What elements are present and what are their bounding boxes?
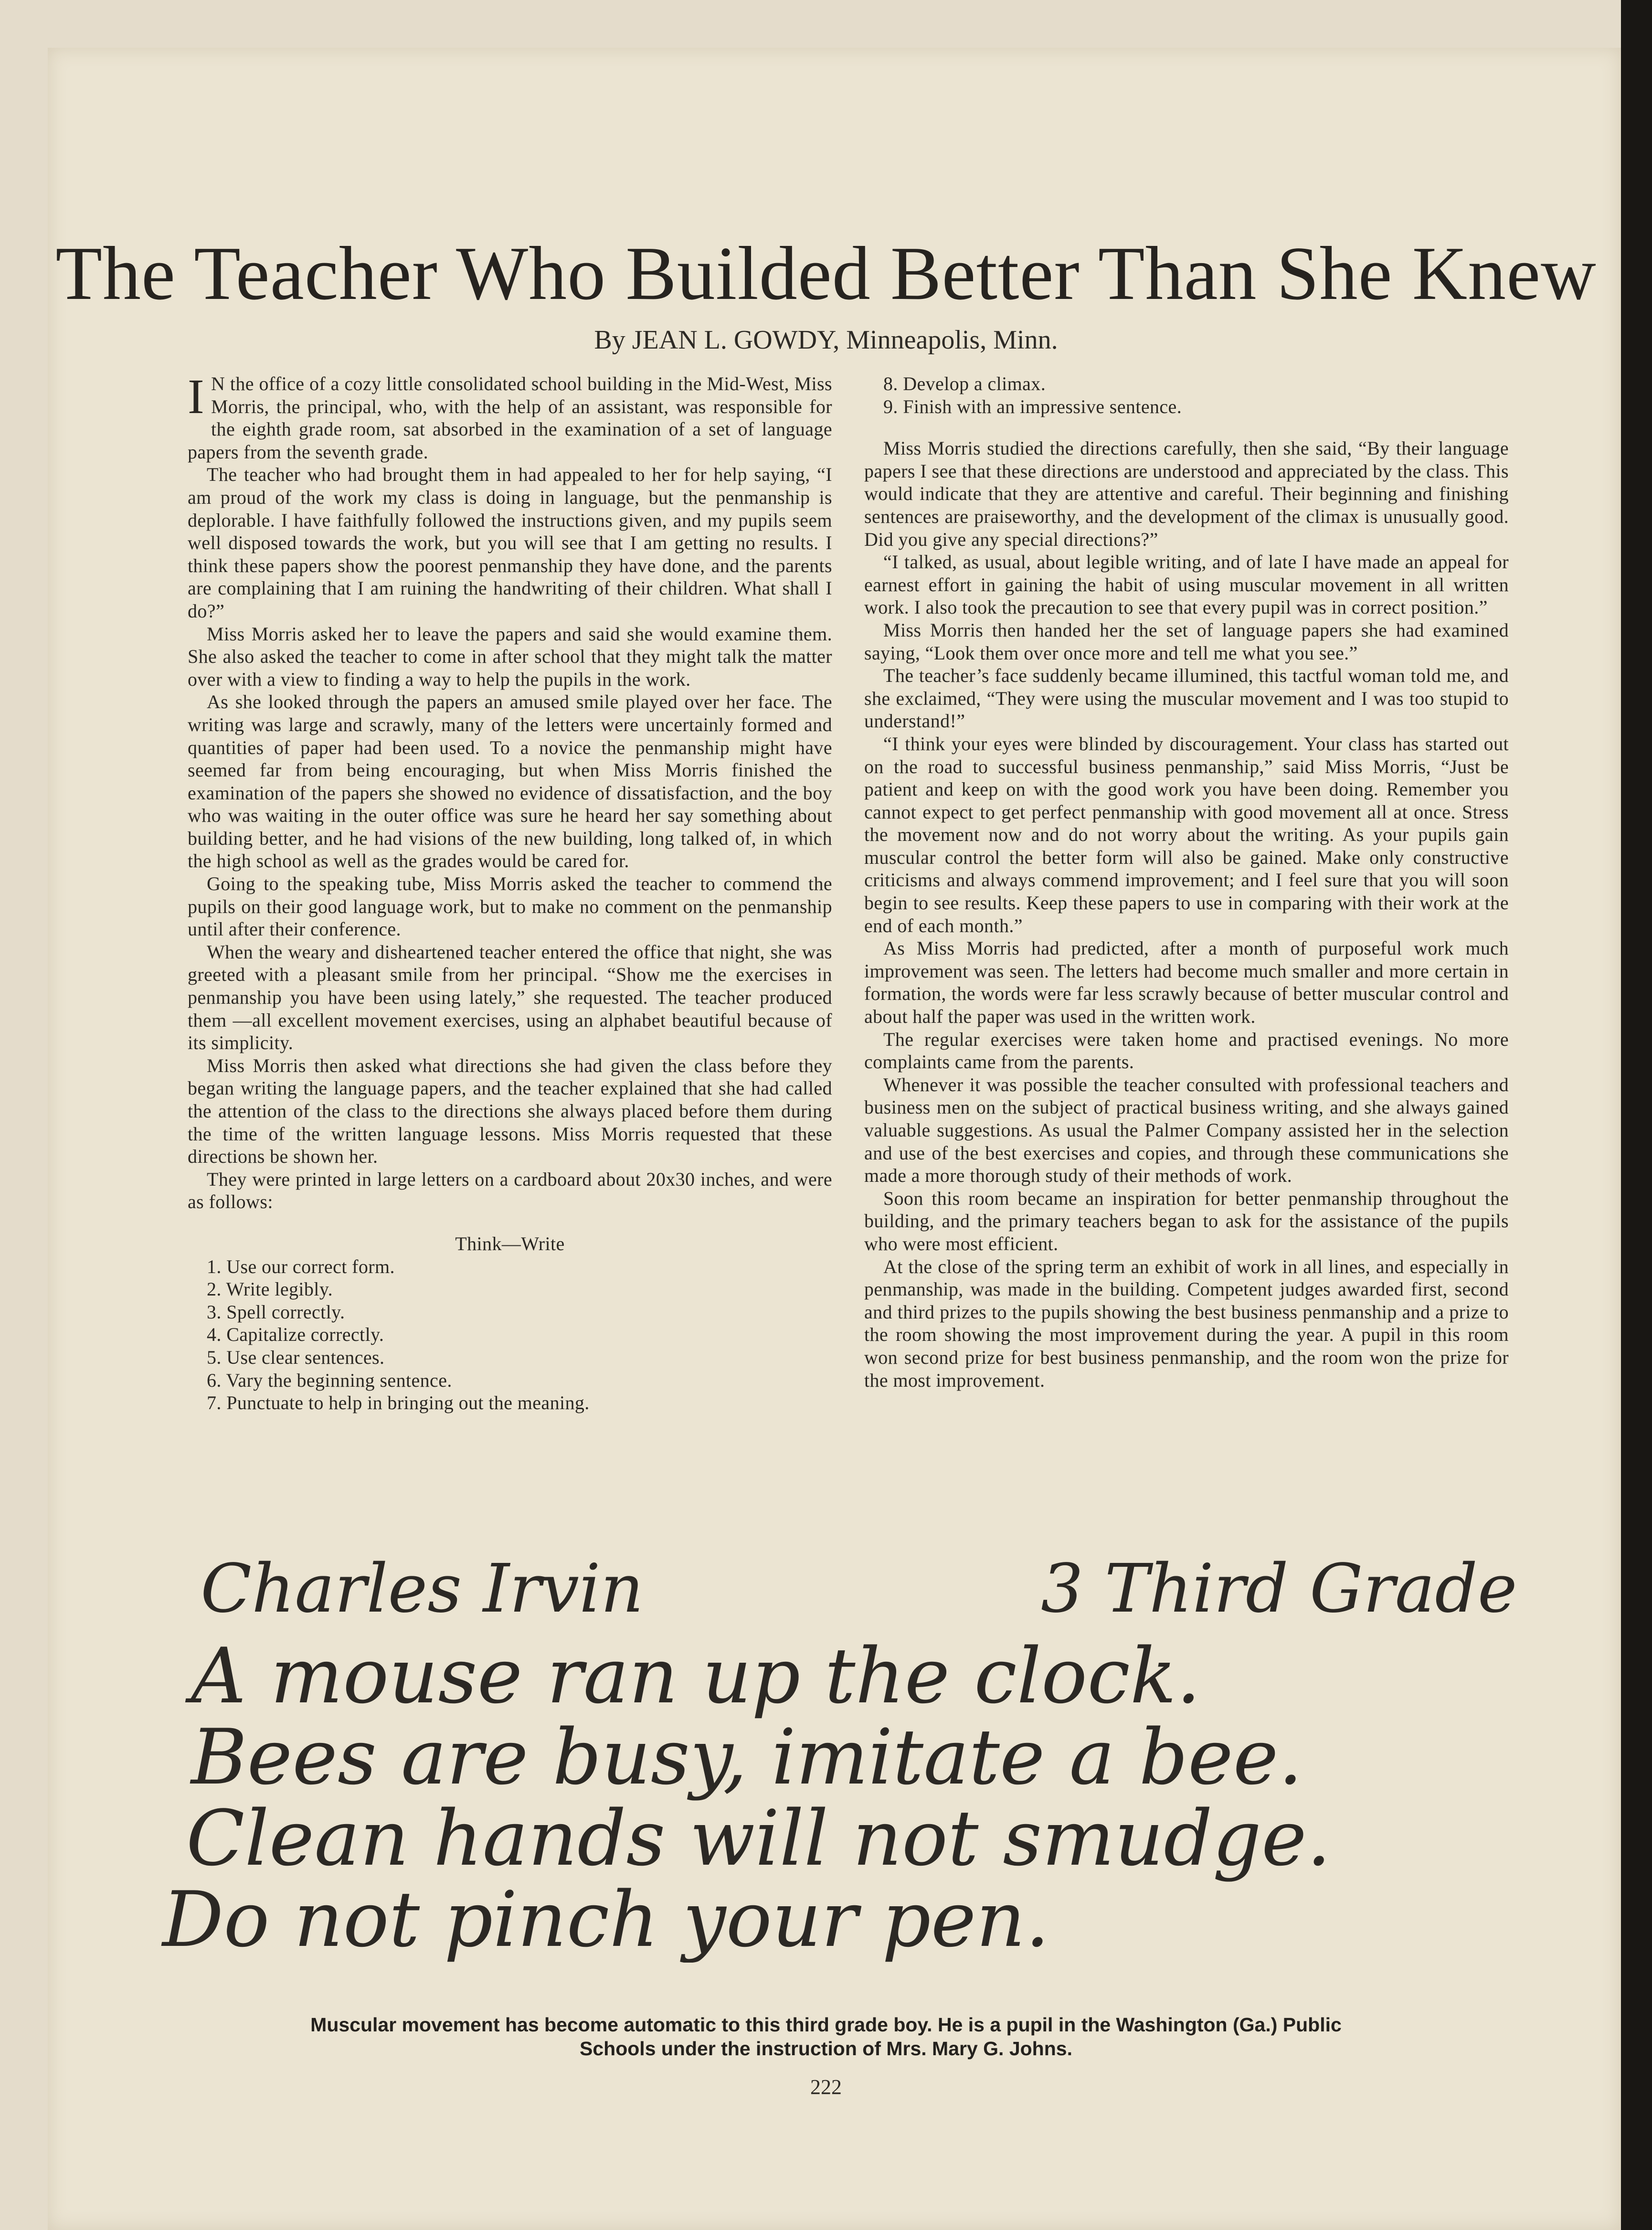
paragraph: When the weary and disheartened teacher entered the office that night, she was greeted with a pleasant smile from her principal. “Show me the exercises in penmanship you have been using lately,” she requested. The teacher produced them —all excellent movement exercises, using an alphabet beautiful because of its simplicity. — [188, 941, 832, 1054]
handwriting-sample — [134, 1547, 1557, 1963]
photo-caption — [181, 2013, 1471, 2060]
handwriting-line: Clean hands will not smudge. — [186, 1794, 1331, 1883]
paragraph: Going to the speaking tube, Miss Morris asked the teacher to commend the pupils on their good language work, but to make no comment on the penmanship until after their conference. — [188, 873, 832, 940]
handwriting-line: A mouse ran up the clock. — [191, 1631, 1201, 1720]
paragraph — [188, 369, 832, 463]
directions-list-continued — [864, 372, 1509, 418]
drop-cap: I — [188, 369, 205, 424]
paragraph: Miss Morris studied the directions carefully, then she said, “By their language papers I see that these directions are understood and appreciated by the class. This would indicate that they are attentive and careful. Their beginning and finishing sentences are praiseworthy, and the development of the climax is unusually good. Did you give any special directions?” — [864, 437, 1509, 550]
handwriting-grade: 3 Third Grade — [1041, 1550, 1517, 1628]
paragraph: Soon this room became an inspiration for better penmanship throughout the building, and the primary teachers began to ask for the assistance of the pupils who were most efficient. — [864, 1187, 1509, 1254]
right-column — [864, 372, 1509, 1391]
list-item: 3. Spell correctly. — [207, 1301, 345, 1323]
handwriting-line: Do not pinch your pen. — [162, 1875, 1050, 1963]
paragraph-text: N the office of a cozy little consolidated school building in the Mid-West, Miss Morris, the principal, who, with the help of an assistant, was responsible for the eighth grade room, sat absorbed in the examination of a set of language papers from the seventh grade. — [188, 373, 832, 463]
left-column — [188, 369, 832, 1414]
page-number: 222 — [810, 2075, 842, 2099]
caption-line: Schools under the instruction of Mrs. Mary G. Johns. — [580, 2038, 1072, 2060]
handwriting-line: Bees are busy, imitate a bee. — [191, 1712, 1303, 1802]
paragraph: The teacher’s face suddenly became illumined, this tactful woman told me, and she exclaimed, “They were using the muscular movement and I was too stupid to understand!” — [864, 665, 1509, 732]
paragraph: As she looked through the papers an amused smile played over her face. The writing was large and scrawly, many of the letters were uncertainly formed and quantities of paper had been used. To a novice the penmanship might have seemed far from being encouraging, but when Miss Morris finished the examination of the papers she showed no evidence of dissatisfaction, and the boy who was waiting in the outer office was sure he heard her say something about building better, and he had visions of the new building, long talked of, in which the high school as well as the grades would be cared for. — [188, 691, 832, 872]
list-item: 6. Vary the beginning sentence. — [207, 1369, 452, 1391]
paragraph: As Miss Morris had predicted, after a month of purposeful work much improvement was seen. The letters had become much smaller and more certain in formation, the words were far less scrawly because of better muscular control and about half the paper was used in the written work. — [864, 937, 1509, 1028]
list-item: 5. Use clear sentences. — [207, 1346, 385, 1368]
paragraph: They were printed in large letters on a cardboard about 20x30 inches, and were as follows: — [188, 1168, 832, 1213]
handwriting-name: Charles Irvin — [201, 1550, 644, 1628]
paragraph: Whenever it was possible the teacher consulted with professional teachers and business men on the subject of practical business writing, and she always gained valuable suggestions. As usual the Palmer Company assisted her in the selection and use of the best exercises and copies, and through these communications she made a more thorough study of their methods of work. — [864, 1073, 1509, 1187]
caption-line: Muscular movement has become automatic to this third grade boy. He is a pupil in the Washington (Ga.) Public — [310, 2014, 1342, 2036]
paragraph: The teacher who had brought them in had appealed to her for help saying, “I am proud of the work my class is doing in language, but the penmanship is deplorable. I have faithfully followed the instructions given, and my pupils seem well disposed towards the work, but you will see that I am getting no results. I think these papers show the poorest penmanship they have done, and the parents are complaining that I am ruining the handwriting of their children. What shall I do?” — [188, 464, 832, 622]
paragraph: “I talked, as usual, about legible writing, and of late I have made an appeal for earnest effort in gaining the habit of using muscular movement in all written work. I also took the precaution to see that every pupil was in correct position.” — [864, 551, 1509, 618]
article-byline: By JEAN L. GOWDY, Minneapolis, Minn. — [594, 325, 1058, 355]
article-title: The Teacher Who Builded Better Than She Knew — [55, 231, 1597, 316]
paragraph: The regular exercises were taken home and practised evenings. No more complaints came from the parents. — [864, 1028, 1509, 1073]
directions-heading: Think—Write — [455, 1232, 565, 1254]
list-item: 1. Use our correct form. — [207, 1255, 395, 1277]
paragraph: Miss Morris then handed her the set of language papers she had examined saying, “Look them over once more and tell me what you see.” — [864, 619, 1509, 664]
list-item: 7. Punctuate to help in bringing out the meaning. — [207, 1392, 590, 1414]
list-item: 9. Finish with an impressive sentence. — [883, 395, 1182, 417]
list-item: 2. Write legibly. — [207, 1278, 333, 1300]
list-item: 4. Capitalize correctly. — [207, 1324, 384, 1346]
paragraph: “I think your eyes were blinded by discouragement. Your class has started out on the road to successful business penmanship,” said Miss Morris, “Just be patient and keep on with the good work you have been doing. Remember you cannot expect to get perfect penmanship with good movement all at once. Stress the movement now and do not worry about the writing. As your pupils gain muscular control the better form will also be gained. Make only constructive criticisms and always commend improvement; and I feel sure that you will soon begin to see results. Keep these papers to use in comparing with their work at the end of each month.” — [864, 733, 1509, 936]
list-item: 8. Develop a climax. — [883, 373, 1046, 394]
paragraph: Miss Morris then asked what directions she had given the class before they began writing the language papers, and the teacher explained that she had called the attention of the class to the directions she always placed before them during the time of the written language lessons. Miss Morris requested that these directions be shown her. — [188, 1054, 832, 1168]
directions-list — [188, 1255, 832, 1414]
paragraph: At the close of the spring term an exhibit of work in all lines, and especially in penmanship, was made in the building. Competent judges awarded first, second and third prizes to the pupils showing the best business penmanship and a prize to the room showing the most improvement during the year. A pupil in this room won second prize for best business penmanship, and the room won the prize for the most improvement. — [864, 1255, 1509, 1391]
paragraph: Miss Morris asked her to leave the papers and said she would examine them. She also asked the teacher to come in after school that they might talk the matter over with a view to finding a way to help the pupils in the work. — [188, 623, 832, 690]
